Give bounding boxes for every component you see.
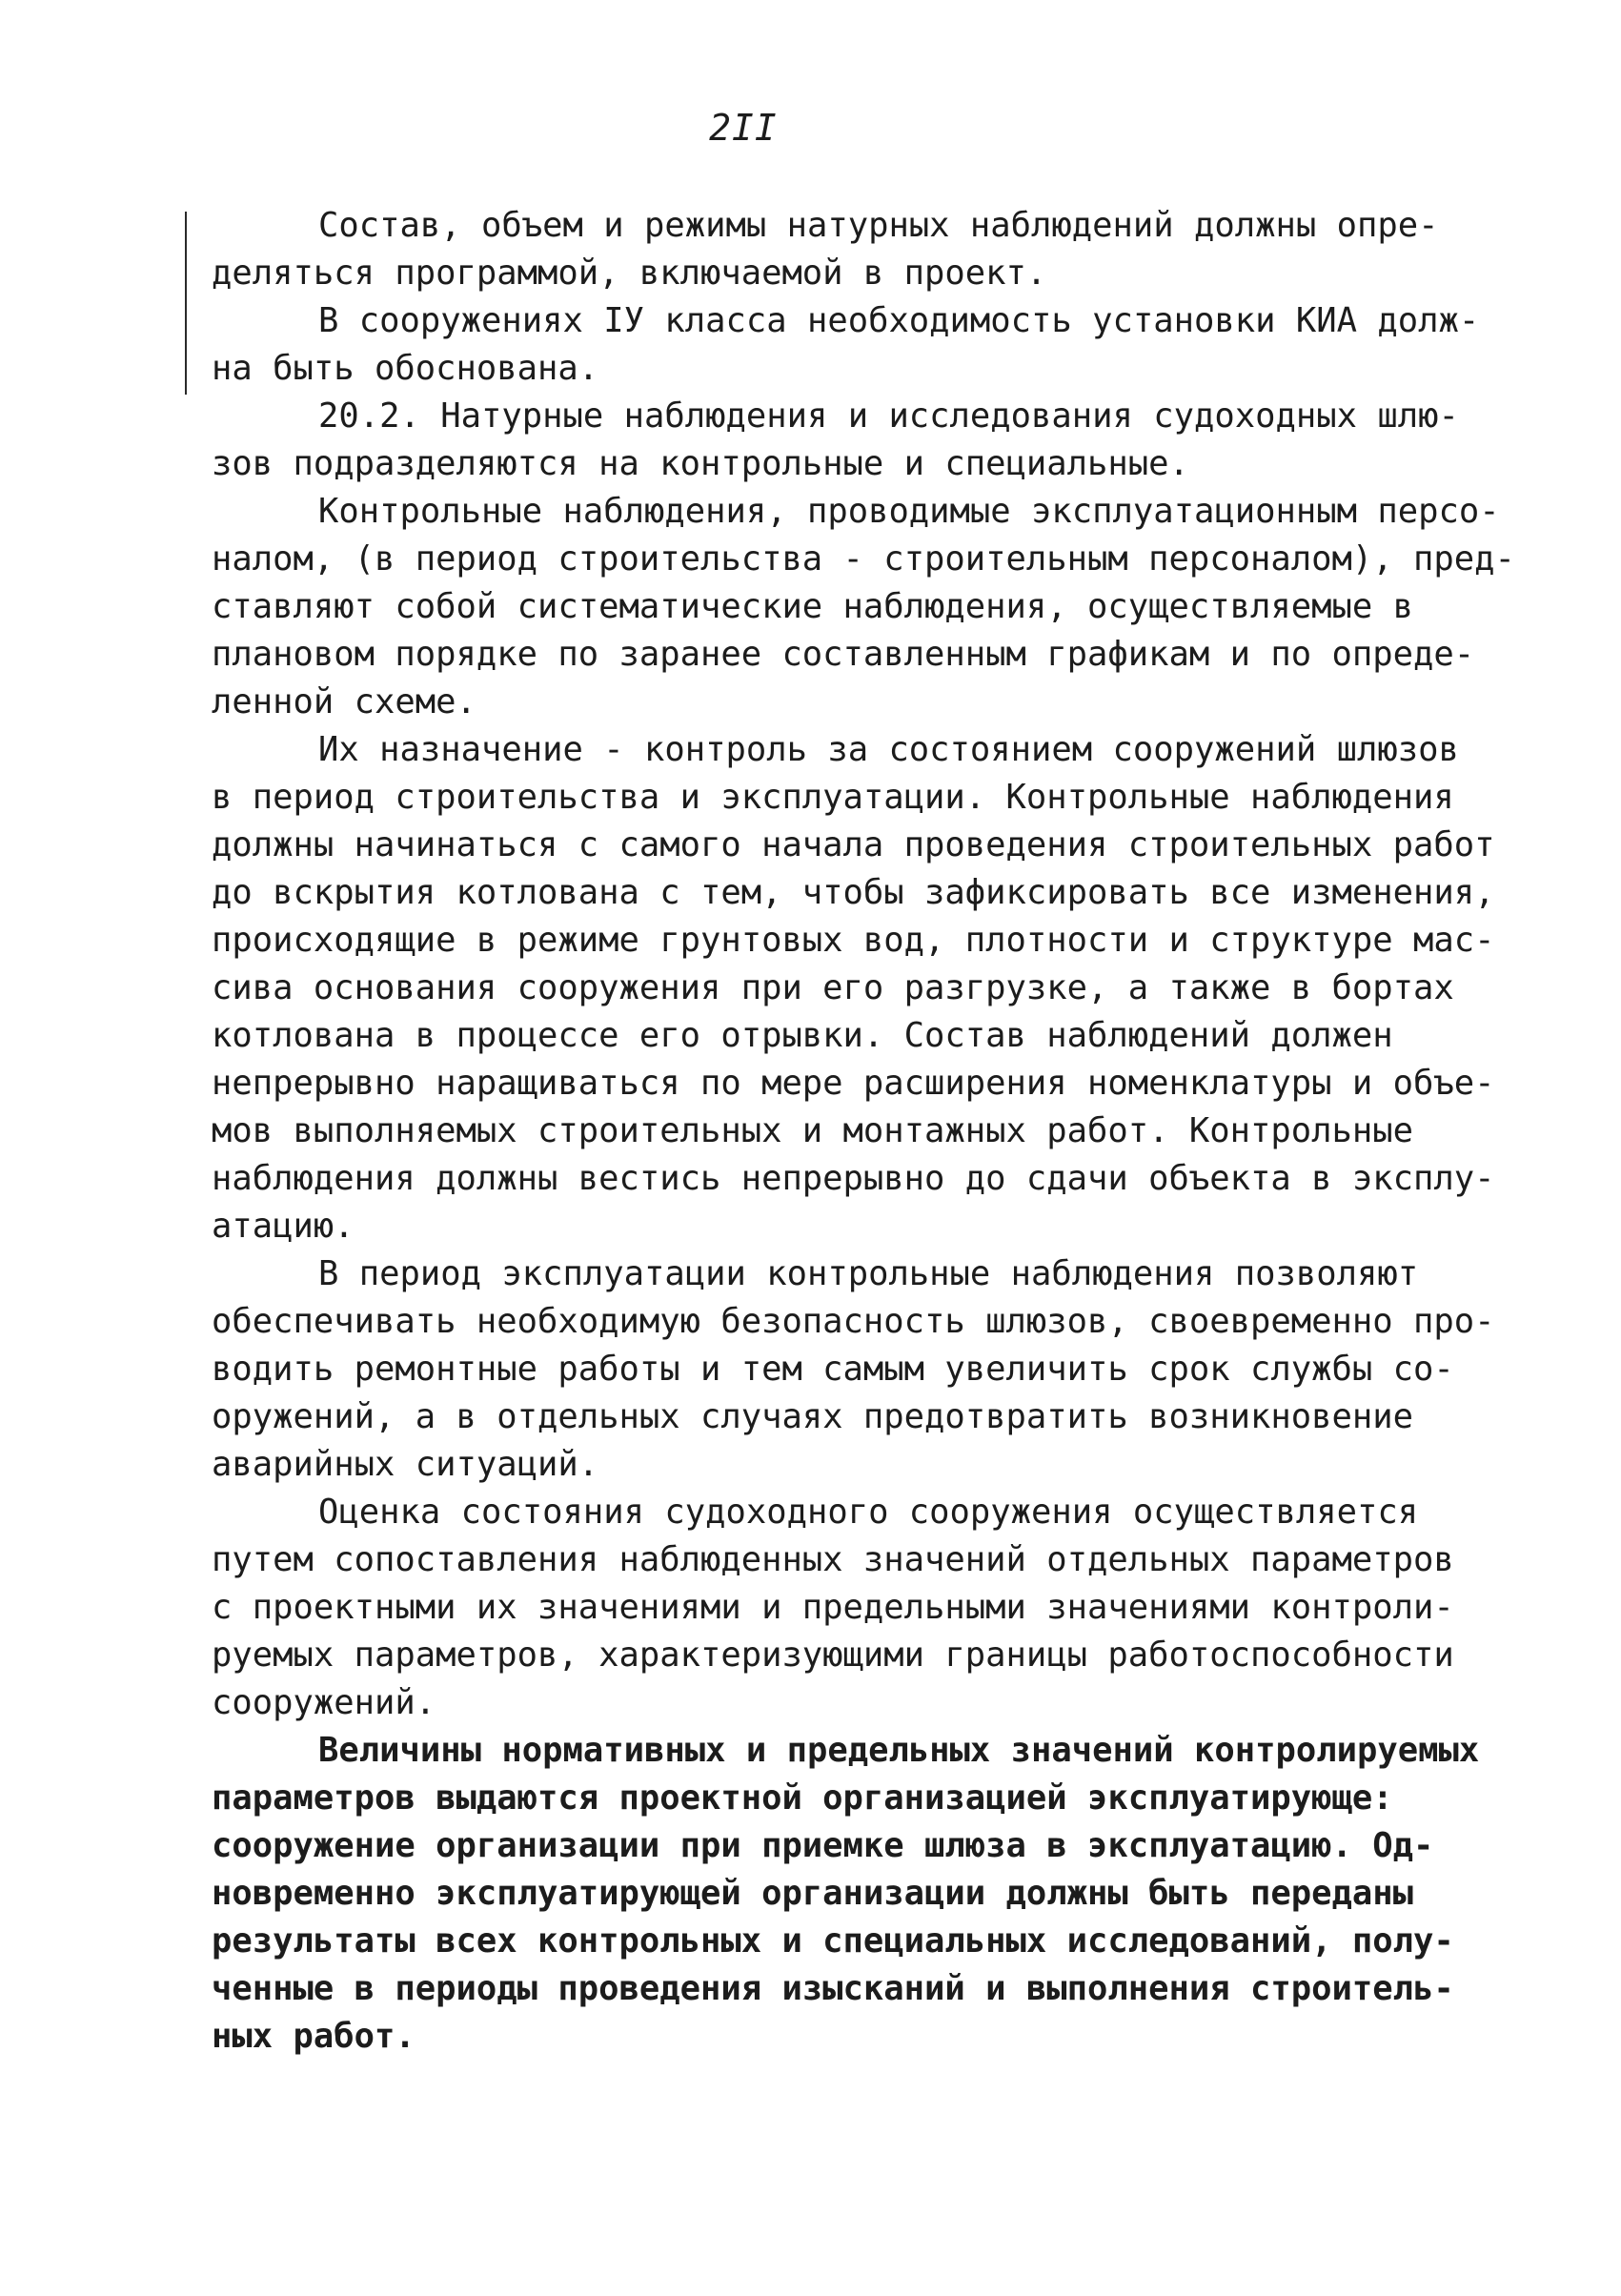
page-number: 2II [709, 107, 778, 149]
text-line: 20.2. Натурные наблюдения и исследования судоходных шлю- [318, 396, 1459, 436]
text-line: новременно эксплуатирующей организации должны быть переданы [212, 1874, 1413, 1913]
text-line: ных работ. [212, 2017, 415, 2056]
text-line: результаты всех контрольных и специальных исследований, полу- [212, 1921, 1454, 1961]
text-line: сооружение организации при приемке шлюза в эксплуатацию. Од- [212, 1826, 1434, 1865]
text-line: Состав, объем и режимы натурных наблюдений должны опре- [318, 206, 1439, 245]
text-line: Величины нормативных и предельных значений контролируемых [318, 1731, 1480, 1770]
text-line: мов выполняемых строительных и монтажных работ. Контрольные [212, 1111, 1413, 1150]
text-line: водить ремонтные работы и тем самым увеличить срок службы со- [212, 1350, 1454, 1389]
text-line: Контрольные наблюдения, проводимые эксплуатационным персо- [318, 492, 1500, 531]
text-line: Их назначение - контроль за состоянием сооружений шлюзов [318, 730, 1459, 769]
paragraph [212, 488, 1515, 726]
text-line: В период эксплуатации контрольные наблюдения позволяют [318, 1254, 1419, 1293]
text-line: должны начинаться с самого начала проведения строительных работ [212, 825, 1495, 864]
text-line: ленной схеме. [212, 682, 476, 721]
paragraph [212, 1250, 1495, 1489]
margin-change-bar [185, 212, 187, 395]
text-line: налом, (в период строительства - строительным персоналом), пред- [212, 539, 1515, 579]
paragraph [212, 297, 1480, 393]
text-line: обеспечивать необходимую безопасность шлюзов, своевременно про- [212, 1302, 1495, 1341]
text-line: аварийных ситуаций. [212, 1445, 599, 1484]
paragraph [212, 1489, 1454, 1727]
paragraph [212, 202, 1450, 297]
text-line: в период строительства и эксплуатации. Контрольные наблюдения [212, 778, 1454, 817]
text-line: В сооружениях IУ класса необходимость установки КИА долж- [318, 301, 1480, 340]
text-line: происходящие в режиме грунтовых вод, плотности и структуре мас- [212, 921, 1495, 960]
text-line: ченные в периоды проведения изысканий и выполнения строитель- [212, 1969, 1454, 2008]
text-line: зов подразделяются на контрольные и специальные. [212, 444, 1189, 483]
text-line: атацию. [212, 1207, 355, 1246]
text-line: до вскрытия котлована с тем, чтобы зафиксировать все изменения, [212, 873, 1495, 912]
paragraph [212, 726, 1495, 1250]
text-line: плановом порядке по заранее составленным графикам и по опреде- [212, 635, 1475, 674]
text-line: котлована в процессе его отрывки. Состав наблюдений должен [212, 1016, 1393, 1055]
text-line: параметров выдаются проектной организацией эксплуатирующе: [212, 1778, 1393, 1818]
text-line: непрерывно наращиваться по мере расширения номенклатуры и объе- [212, 1064, 1495, 1103]
text-line: наблюдения должны вестись непрерывно до сдачи объекта в эксплу- [212, 1159, 1495, 1198]
text-line: Оценка состояния судоходного сооружения осуществляется [318, 1493, 1419, 1532]
text-line: путем сопоставления наблюденных значений отдельных параметров [212, 1540, 1454, 1579]
text-line: сива основания сооружения при его разгрузке, а также в бортах [212, 968, 1454, 1007]
paragraph [212, 1727, 1480, 2061]
text-line: с проектными их значениями и предельными значениями контроли- [212, 1588, 1454, 1627]
text-line: оружений, а в отдельных случаях предотвратить возникновение [212, 1397, 1413, 1436]
paragraph [212, 393, 1459, 488]
text-line: руемых параметров, характеризующими границы работоспособности [212, 1636, 1454, 1675]
text-line: на быть обоснована. [212, 349, 599, 388]
body-text [212, 202, 1515, 2061]
text-line: ставляют собой систематические наблюдения, осуществляемые в [212, 587, 1413, 626]
text-line: деляться программой, включаемой в проект. [212, 254, 1047, 293]
text-line: сооружений. [212, 1683, 436, 1722]
